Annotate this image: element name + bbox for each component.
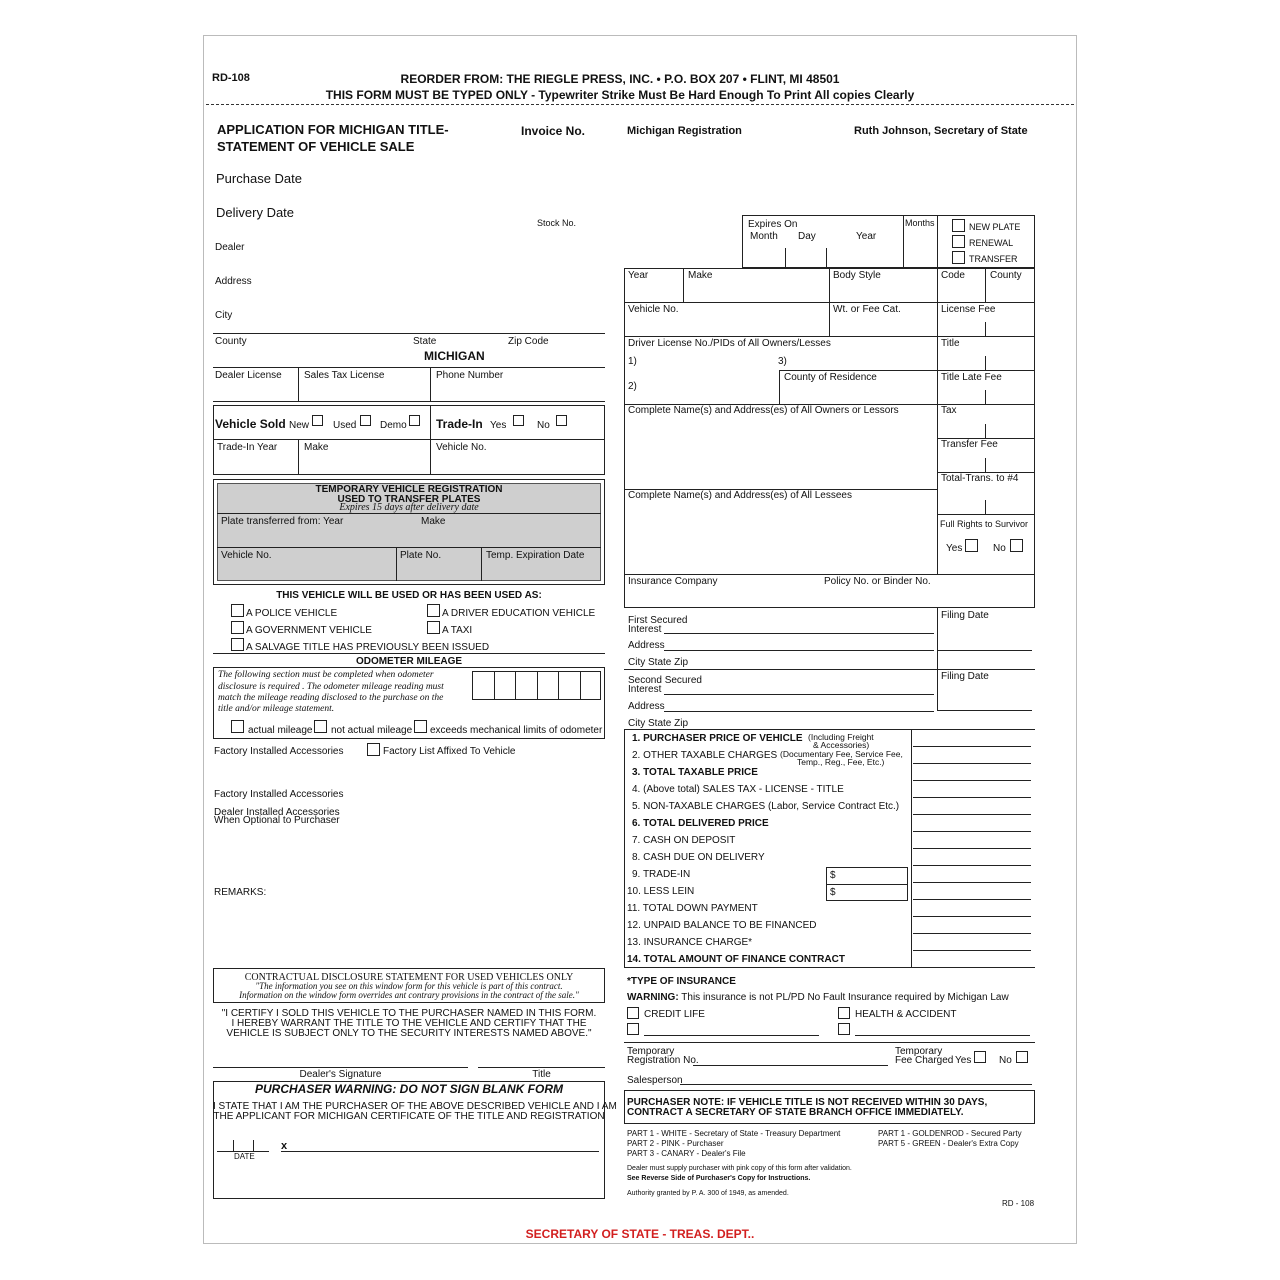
new-checkbox[interactable] <box>312 415 323 426</box>
finance-item-label: 14. TOTAL AMOUNT OF FINANCE CONTRACT <box>627 954 845 965</box>
part5-label: PART 5 - GREEN - Dealer's Extra Copy <box>878 1139 1019 1148</box>
second-secured-line[interactable] <box>664 694 934 695</box>
purchaser-warning-box <box>213 1081 617 1199</box>
rd-footer-id: RD - 108 <box>1002 1199 1035 1208</box>
second-address-label: Address <box>628 701 665 712</box>
temp-reg-title: TEMPORARY VEHICLE REGISTRATION <box>315 484 503 495</box>
filing-date-label-1: Filing Date <box>941 610 989 621</box>
finance-amount-field[interactable] <box>913 831 1031 832</box>
salesperson-label: Salesperson <box>627 1075 683 1086</box>
secretary-label: Ruth Johnson, Secretary of State <box>854 125 1028 137</box>
warning-label: WARNING: <box>627 992 679 1003</box>
odometer-text2: disclosure is required . The odometer mileage reading must <box>218 682 444 692</box>
other-insurance-2-checkbox[interactable] <box>838 1023 850 1035</box>
purchase-date-label: Purchase Date <box>216 171 302 186</box>
trade-make-label: Make <box>304 442 329 453</box>
finance-item-label: 3. TOTAL TAXABLE PRICE <box>632 767 758 778</box>
driver-ed-label: A DRIVER EDUCATION VEHICLE <box>442 608 596 619</box>
title-label: Title <box>532 1069 551 1080</box>
finance-item-label: 2. OTHER TAXABLE CHARGES <box>632 750 778 761</box>
note1b: & Accessories) <box>813 740 870 750</box>
reverse-note: See Reverse Side of Purchaser's Copy for Instructions. <box>627 1175 811 1182</box>
vehicle-make-label: Make <box>688 270 713 281</box>
code-label: Code <box>941 270 965 281</box>
expires-on-label: Expires On <box>748 219 798 230</box>
second-city-label: City State Zip <box>628 718 689 729</box>
typed-notice: THIS FORM MUST BE TYPED ONLY - Typewriter Strike Must Be Hard Enough To Print All copies Clearly <box>325 88 915 102</box>
remarks-label: REMARKS: <box>214 887 267 898</box>
finance-item-label: 7. CASH ON DEPOSIT <box>632 835 736 846</box>
tax-label: Tax <box>941 405 957 416</box>
authority-note: Authority granted by P. A. 300 of 1949, as amended. <box>627 1190 789 1197</box>
dealer-accessories-label-2: When Optional to Purchaser <box>214 815 340 826</box>
finance-item-label: 9. TRADE-IN <box>632 869 691 880</box>
new-plate-label: NEW PLATE <box>969 222 1021 232</box>
not-actual-label: not actual mileage <box>331 725 413 736</box>
finance-item-label: 1. PURCHASER PRICE OF VEHICLE <box>632 733 803 744</box>
finance-amount-field[interactable] <box>913 797 1031 798</box>
owner-2-label: 2) <box>628 381 637 392</box>
second-secured-label-2: Interest <box>628 684 662 695</box>
certify-line1: "I CERTIFY I SOLD THIS VEHICLE TO THE PURCHASER NAMED IN THIS FORM. <box>221 1008 597 1019</box>
taxi-checkbox[interactable] <box>427 621 440 634</box>
note2b: Temp., Reg., Fee, Etc.) <box>797 757 885 767</box>
finance-item-label: 12. UNPAID BALANCE TO BE FINANCED <box>627 920 817 931</box>
finance-amount-field[interactable] <box>913 763 1031 764</box>
insurance-company-label: Insurance Company <box>628 576 718 587</box>
purchaser-signature-line[interactable] <box>281 1151 599 1152</box>
temp-exp-label: Temp. Expiration Date <box>486 550 585 561</box>
finance-amount-field[interactable] <box>913 899 1031 900</box>
trade-yes-label: Yes <box>490 420 507 431</box>
driver-ed-checkbox[interactable] <box>427 604 440 617</box>
finance-amount-field[interactable] <box>913 814 1031 815</box>
disclosure-title: CONTRACTUAL DISCLOSURE STATEMENT FOR USED VEHICLES ONLY <box>244 972 574 983</box>
driver-license-label: Driver License No./PIDs of All Owners/Lesses <box>628 338 831 349</box>
finance-amount-field[interactable] <box>913 950 1031 951</box>
exceeds-label: exceeds mechanical limits of odometer <box>430 725 603 736</box>
transfer-label: TRANSFER <box>969 254 1018 264</box>
temp-fee-no-checkbox[interactable] <box>1016 1051 1028 1063</box>
trade-no-checkbox[interactable] <box>556 415 567 426</box>
city-label: City <box>215 310 233 321</box>
plate-no-label: Plate No. <box>400 550 442 561</box>
purchaser-warning-line2: THE APPLICANT FOR MICHIGAN CERTIFICATE OF THE TITLE AND REGISTRATION <box>213 1111 605 1122</box>
county-residence-label: County of Residence <box>784 372 877 383</box>
address-label: Address <box>215 276 252 287</box>
demo-checkbox[interactable] <box>409 415 420 426</box>
finance-amount-field[interactable] <box>913 967 1031 968</box>
credit-life-checkbox[interactable] <box>627 1007 639 1019</box>
title-line[interactable] <box>478 1067 605 1068</box>
survivor-no-checkbox[interactable] <box>1010 539 1023 552</box>
filing-date-label-2: Filing Date <box>941 671 989 682</box>
year-label: Year <box>856 231 877 242</box>
plate-from-label: Plate transferred from: Year <box>221 516 344 527</box>
dealer-signature-line[interactable] <box>213 1067 468 1068</box>
factory-list-label: Factory List Affixed To Vehicle <box>383 746 516 757</box>
phone-label: Phone Number <box>436 370 504 381</box>
taxi-label: A TAXI <box>442 625 473 636</box>
used-label: Used <box>333 420 357 431</box>
finance-amount-field[interactable] <box>913 916 1031 917</box>
form-id: RD-108 <box>212 72 250 84</box>
survivor-yes-checkbox[interactable] <box>965 539 978 552</box>
trade-year-label: Trade-In Year <box>217 442 278 453</box>
disclosure-line1: "The information you see on this window form for this vehicle is part of this contract. <box>255 981 563 991</box>
temp-fee-label-2: Fee Charged <box>895 1055 954 1066</box>
finance-amount-field[interactable] <box>913 848 1031 849</box>
finance-amount-field[interactable] <box>913 882 1031 883</box>
day-label: Day <box>798 231 816 242</box>
odometer-title: ODOMETER MILEAGE <box>355 656 463 667</box>
tear-line <box>206 104 1074 105</box>
temp-fee-no-label: No <box>999 1055 1012 1066</box>
trade-in-label: Trade-In <box>436 417 483 431</box>
factory-accessories-label: Factory Installed Accessories <box>214 746 344 757</box>
odometer-text4: title and/or mileage statement. <box>218 704 335 714</box>
actual-checkbox[interactable] <box>231 720 244 733</box>
county-code-label: County <box>990 270 1022 281</box>
dealer-label: Dealer <box>215 242 245 253</box>
policy-label: Policy No. or Binder No. <box>824 576 931 587</box>
certify-line2: I HEREBY WARRANT THE TITLE TO THE VEHICLE AND CERTIFY THAT THE <box>231 1018 587 1029</box>
vehicle-sold-label: Vehicle Sold <box>215 417 286 431</box>
trade-no-label: No <box>537 420 550 431</box>
survivor-no-label: No <box>993 543 1006 554</box>
used-checkbox[interactable] <box>360 415 371 426</box>
other-insurance-2-line[interactable] <box>855 1035 1030 1036</box>
warning-text: This insurance is not PL/PD No Fault Insurance required by Michigan Law <box>681 992 1009 1003</box>
finance-item-label: 11. TOTAL DOWN PAYMENT <box>627 903 758 914</box>
transfer-fee-label: Transfer Fee <box>941 439 998 450</box>
second-address-line[interactable] <box>664 711 934 712</box>
not-actual-checkbox[interactable] <box>314 720 327 733</box>
disclosure-line2: Information on the window form overrides ant contrary provisions in the contract of the sale." <box>239 990 579 1000</box>
finance-item-label: 4. (Above total) SALES TAX - LICENSE - TITLE <box>632 784 844 795</box>
first-secured-label: First Secured <box>628 615 688 626</box>
title-late-fee-label: Title Late Fee <box>941 372 1002 383</box>
factory-list-checkbox[interactable] <box>367 743 380 756</box>
trade-yes-checkbox[interactable] <box>513 415 524 426</box>
factory-accessories-label-2: Factory Installed Accessories <box>214 789 344 800</box>
salvage-checkbox[interactable] <box>231 638 244 651</box>
odometer-text1: The following section must be completed when odometer <box>218 670 434 680</box>
salesperson-line[interactable] <box>680 1084 1032 1085</box>
lessees-label: Complete Name(s) and Address(es) of All Lessees <box>628 490 852 501</box>
purchaser-note-line1: PURCHASER NOTE: IF VEHICLE TITLE IS NOT RECEIVED WITHIN 30 DAYS, <box>627 1097 988 1108</box>
months-label: Months <box>905 218 935 228</box>
footer-text: SECRETARY OF STATE - TREAS. DEPT.. <box>525 1227 755 1241</box>
vehicle-year-label: Year <box>628 270 649 281</box>
finance-item-label: 8. CASH DUE ON DELIVERY <box>632 852 765 863</box>
government-checkbox[interactable] <box>231 621 244 634</box>
trade-in-dollar: $ <box>830 870 836 881</box>
finance-amount-field[interactable] <box>913 746 1031 747</box>
purchaser-warning-title: PURCHASER WARNING: DO NOT SIGN BLANK FORM <box>255 1082 563 1096</box>
part2-label: PART 2 - PINK - Purchaser <box>627 1139 724 1148</box>
new-plate-checkbox[interactable] <box>952 219 965 232</box>
used-as-title: THIS VEHICLE WILL BE USED OR HAS BEEN USED AS: <box>276 590 542 601</box>
owners-label: Complete Name(s) and Address(es) of All Owners or Lessors <box>628 405 899 416</box>
dealer-accessories-label: Dealer Installed Accessories <box>214 807 340 818</box>
state-value: MICHIGAN <box>424 349 485 363</box>
invoice-label: Invoice No. <box>521 124 586 138</box>
pink-copy-note: Dealer must supply purchaser with pink copy of this form after validation. <box>627 1165 852 1172</box>
part4-label: PART 1 - GOLDENROD - Secured Party <box>878 1129 1022 1138</box>
temp-reg-label-2: Registration No. <box>627 1055 699 1066</box>
first-city-label: City State Zip <box>628 657 689 668</box>
finance-item-label: 5. NON-TAXABLE CHARGES (Labor, Service Contract Etc.) <box>632 801 900 812</box>
other-insurance-1-checkbox[interactable] <box>627 1023 639 1035</box>
finance-amount-field[interactable] <box>913 933 1031 934</box>
zip-label: Zip Code <box>508 336 549 347</box>
registration-label: Michigan Registration <box>627 125 742 137</box>
health-checkbox[interactable] <box>838 1007 850 1019</box>
wt-fee-label: Wt. or Fee Cat. <box>833 304 901 315</box>
county-label: County <box>215 336 247 347</box>
total-trans-label: Total-Trans. to #4 <box>941 473 1019 484</box>
form-title-line2: STATEMENT OF VEHICLE SALE <box>217 139 415 154</box>
temp-reg-expires: Expires 15 days after delivery date <box>339 502 479 513</box>
note2a: (Documentary Fee, Service Fee, <box>780 749 903 759</box>
full-rights-label: Full Rights to Survivor <box>940 519 1029 529</box>
temp-fee-yes-label: Yes <box>955 1055 972 1066</box>
reorder-line: REORDER FROM: THE RIEGLE PRESS, INC. • P.O. BOX 207 • FLINT, MI 48501 <box>400 72 840 86</box>
temp-reg-subtitle: USED TO TRANSFER PLATES <box>337 494 481 505</box>
credit-life-label: CREDIT LIFE <box>644 1009 705 1020</box>
form-title-line1: APPLICATION FOR MICHIGAN TITLE- <box>217 122 449 137</box>
police-label: A POLICE VEHICLE <box>246 608 338 619</box>
finance-item-label: 6. TOTAL DELIVERED PRICE <box>632 818 769 829</box>
other-insurance-1-line[interactable] <box>644 1035 819 1036</box>
odometer-text3: match the mileage reading disclosed to the purchase on the <box>218 693 444 703</box>
vehicle-no-label: Vehicle No. <box>628 304 679 315</box>
delivery-date-label: Delivery Date <box>216 205 295 220</box>
first-secured-label-2: Interest <box>628 624 662 635</box>
temp-reg-line[interactable] <box>693 1065 888 1066</box>
month-label: Month <box>750 231 778 242</box>
signature-x: x <box>281 1140 288 1152</box>
owner-1-label: 1) <box>628 356 637 367</box>
note1a: (Including Freight <box>808 732 874 742</box>
temp-fee-label: Temporary <box>895 1046 943 1057</box>
part3-label: PART 3 - CANARY - Dealer's File <box>627 1149 746 1158</box>
date-label: DATE <box>234 1152 255 1161</box>
lein-dollar: $ <box>830 887 836 898</box>
title-fee-label: Title <box>941 338 960 349</box>
state-label: State <box>413 336 437 347</box>
first-secured-line[interactable] <box>664 633 934 634</box>
stock-no-label: Stock No. <box>537 218 577 228</box>
finance-item-label: 13. INSURANCE CHARGE* <box>627 937 753 948</box>
purchaser-note-line2: CONTRACT A SECRETARY OF STATE BRANCH OFFICE IMMEDIATELY. <box>627 1107 964 1118</box>
health-label: HEALTH & ACCIDENT <box>855 1009 957 1020</box>
temp-vehicle-no-label: Vehicle No. <box>221 550 272 561</box>
transfer-checkbox[interactable] <box>952 251 965 264</box>
second-secured-label: Second Secured <box>628 675 702 686</box>
renewal-checkbox[interactable] <box>952 235 965 248</box>
dealer-signature-label: Dealer's Signature <box>299 1069 382 1080</box>
exceeds-checkbox[interactable] <box>414 720 427 733</box>
part1-label: PART 1 - WHITE - Secretary of State - Treasury Department <box>627 1129 841 1138</box>
purchaser-warning-line1: I STATE THAT I AM THE PURCHASER OF THE ABOVE DESCRIBED VEHICLE AND I AM <box>213 1101 617 1112</box>
first-address-label: Address <box>628 640 665 651</box>
government-label: A GOVERNMENT VEHICLE <box>246 625 372 636</box>
finance-item-label: 10. LESS LEIN <box>627 886 695 897</box>
trade-vehicle-no-label: Vehicle No. <box>436 442 487 453</box>
salvage-label: A SALVAGE TITLE HAS PREVIOUSLY BEEN ISSUED <box>246 642 490 653</box>
temp-reg-label: Temporary <box>627 1046 675 1057</box>
license-fee-label: License Fee <box>941 304 996 315</box>
finance-amount-field[interactable] <box>913 865 1031 866</box>
finance-amount-field[interactable] <box>913 780 1031 781</box>
new-label: New <box>289 420 310 431</box>
body-style-label: Body Style <box>833 270 881 281</box>
temp-make-label: Make <box>421 516 446 527</box>
survivor-yes-label: Yes <box>946 543 963 554</box>
sales-tax-license-label: Sales Tax License <box>304 370 385 381</box>
owner-3-label: 3) <box>778 356 787 367</box>
demo-label: Demo <box>380 420 407 431</box>
insurance-type-label: *TYPE OF INSURANCE <box>627 976 736 987</box>
renewal-label: RENEWAL <box>969 238 1014 248</box>
actual-label: actual mileage <box>248 725 313 736</box>
dealer-license-label: Dealer License <box>215 370 282 381</box>
police-checkbox[interactable] <box>231 604 244 617</box>
temp-fee-yes-checkbox[interactable] <box>974 1051 986 1063</box>
certify-line3: VEHICLE IS SUBJECT ONLY TO THE SECURITY INTERESTS NAMED ABOVE." <box>226 1028 592 1039</box>
first-address-line[interactable] <box>664 650 934 651</box>
